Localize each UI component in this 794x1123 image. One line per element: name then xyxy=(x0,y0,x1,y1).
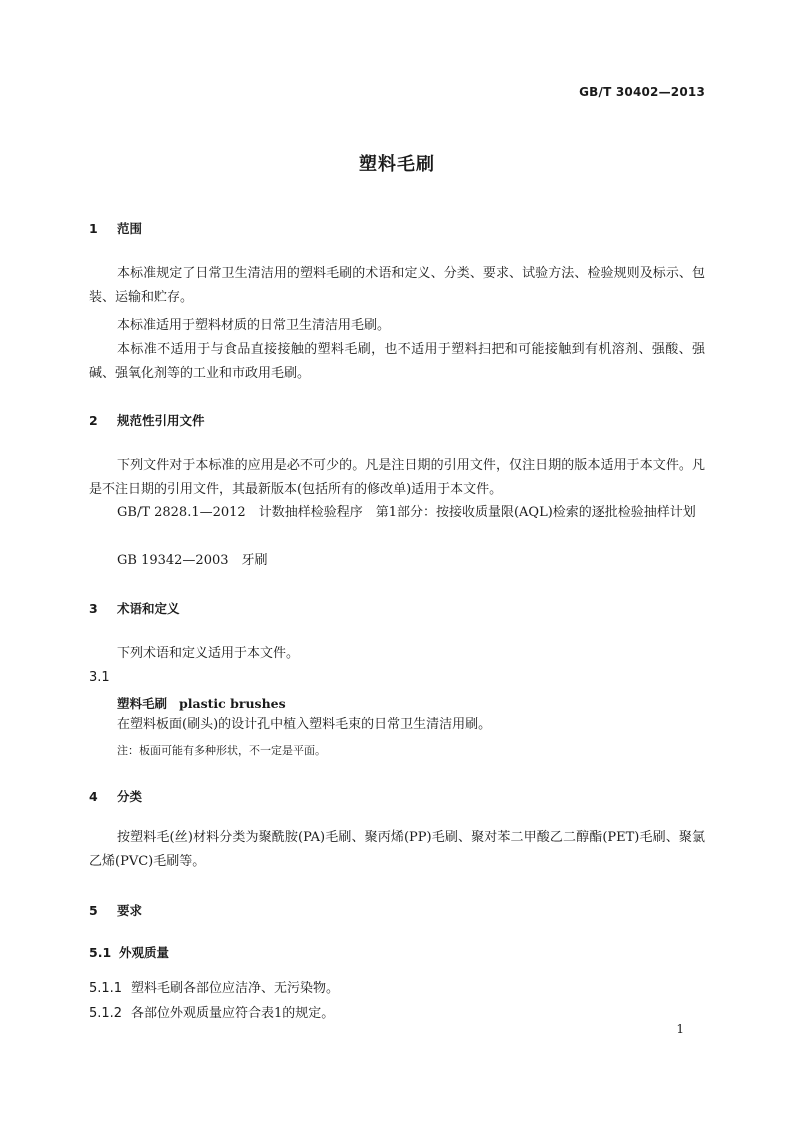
section-3-heading xyxy=(89,599,180,617)
section-title: 规范性引用文件 xyxy=(117,413,205,428)
section-number: 1 xyxy=(89,221,98,236)
paragraph: 本标准规定了日常卫生清洁用的塑料毛刷的术语和定义、分类、要求、试验方法、检验规则及标示、包装、运输和贮存。 xyxy=(89,266,705,305)
clause-5-1-1 xyxy=(89,977,339,996)
section-number: 5 xyxy=(89,903,98,918)
section-4-heading xyxy=(89,787,142,805)
subsection-number: 5.1 xyxy=(89,945,112,960)
paragraph: 按塑料毛(丝)材料分类为聚酰胺(PA)毛刷、聚丙烯(PP)毛刷、聚对苯二甲酸乙二醇酯(PET)毛刷、聚氯乙烯(PVC)毛刷等。 xyxy=(89,830,705,869)
section-1-heading xyxy=(89,219,142,237)
document-title: 塑料毛刷 xyxy=(359,154,435,175)
section-title: 术语和定义 xyxy=(117,601,180,616)
subsection-title: 外观质量 xyxy=(119,945,170,960)
normative-reference: GB 19342—2003 牙刷 xyxy=(117,553,268,568)
term-number: 3.1 xyxy=(89,670,110,685)
clause-number: 5.1.1 xyxy=(89,981,123,996)
section-number: 3 xyxy=(89,601,98,616)
clause-text: 各部位外观质量应符合表1的规定。 xyxy=(131,1006,335,1021)
section-5-heading xyxy=(89,901,142,919)
clause-text: 塑料毛刷各部位应洁净、无污染物。 xyxy=(131,981,340,996)
section-title: 范围 xyxy=(117,221,143,236)
paragraph: 下列术语和定义适用于本文件。 xyxy=(117,646,300,661)
term-definition: 在塑料板面(刷头)的设计孔中植入塑料毛束的日常卫生清洁用刷。 xyxy=(117,717,492,732)
term-entry xyxy=(117,694,286,712)
clause-number: 5.1.2 xyxy=(89,1006,123,1021)
term-cn: 塑料毛刷 xyxy=(117,696,168,711)
section-title: 要求 xyxy=(117,903,143,918)
page-number: 1 xyxy=(676,1022,684,1036)
subsection-5-1-heading xyxy=(89,943,169,961)
paragraph: 本标准适用于塑料材质的日常卫生清洁用毛刷。 xyxy=(117,318,391,333)
term-en: plastic brushes xyxy=(179,696,286,711)
section-number: 4 xyxy=(89,789,98,804)
clause-5-1-2 xyxy=(89,1002,334,1021)
standard-code: GB/T 30402—2013 xyxy=(579,85,705,99)
section-title: 分类 xyxy=(117,789,143,804)
section-number: 2 xyxy=(89,413,98,428)
note: 注：板面可能有多种形状，不一定是平面。 xyxy=(117,744,326,757)
paragraph: 本标准不适用于与食品直接接触的塑料毛刷，也不适用于塑料扫把和可能接触到有机溶剂、强酸、强碱、强氧化剂等的工业和市政用毛刷。 xyxy=(89,342,705,381)
paragraph: 下列文件对于本标准的应用是必不可少的。凡是注日期的引用文件，仅注日期的版本适用于本文件。凡是不注日期的引用文件，其最新版本(包括所有的修改单)适用于本文件。 xyxy=(89,458,705,497)
normative-reference: GB/T 2828.1—2012 计数抽样检验程序 第1部分：按接收质量限(AQL)检索的逐批检验抽样计划 xyxy=(117,505,696,520)
section-2-heading xyxy=(89,411,205,429)
